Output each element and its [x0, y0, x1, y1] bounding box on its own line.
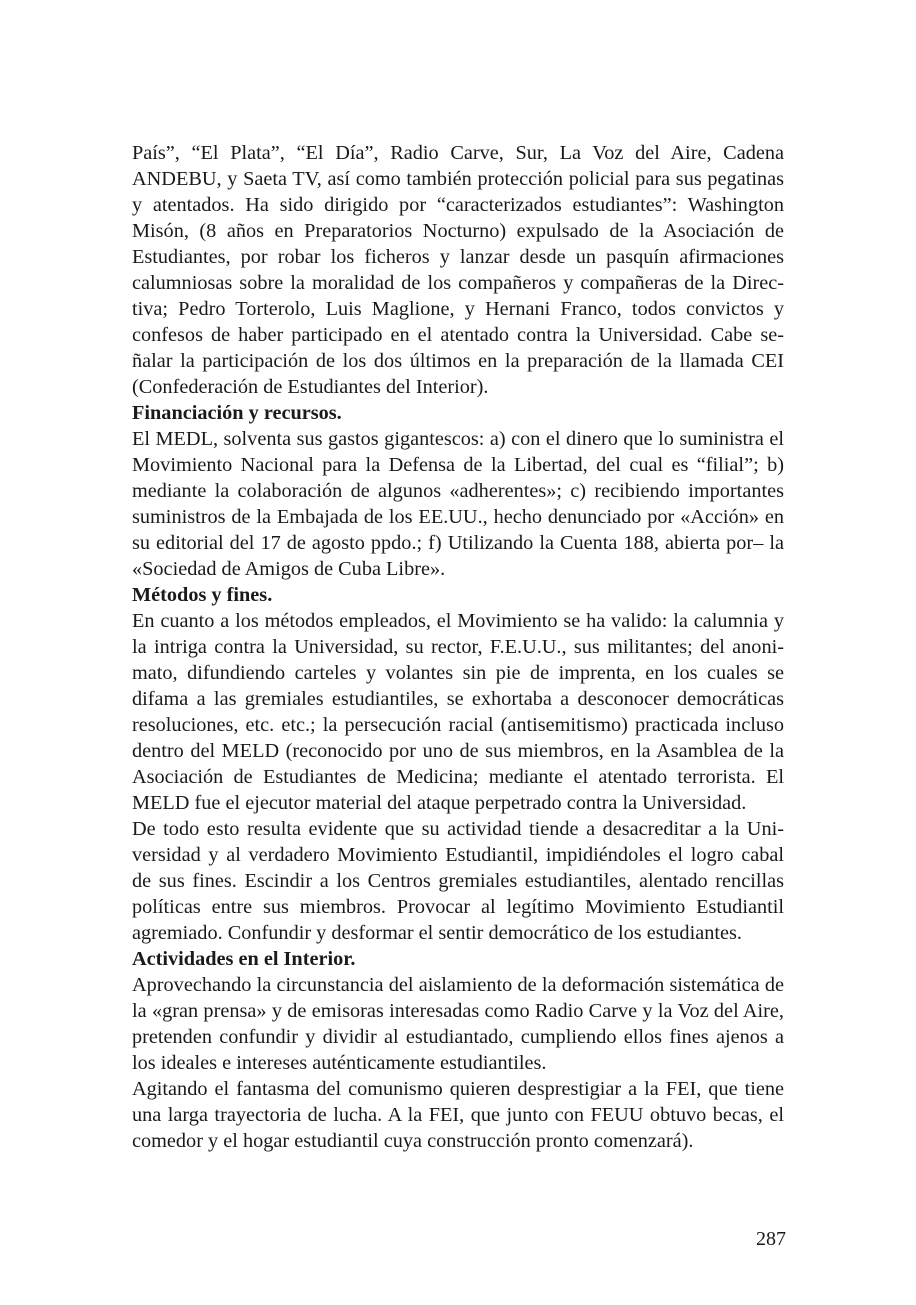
heading-actividades: Actividades en el Interior.: [132, 948, 356, 970]
paragraph-fei: Agitando el fantasma del comunismo quieren desprestigiar a la FEI, que tiene una larga trayectoria de lucha. A la FEI, que junto con FEUU obtuvo becas, el comedor y el hogar estudiantil cuya construcción pronto comenzará).: [132, 1078, 784, 1152]
paragraph-financiacion: El MEDL, solventa sus gastos gigantescos: a) con el dinero que lo suministra el Movimiento Nacional para la Defensa de la Libertad, del cual es “filial”; b) mediante la colaboración de algunos «adherentes»; c) recibiendo importantes suministros de la Embajada de los EE.UU., hecho denunciado por «Acción» en su editorial del 17 de agosto ppdo.; f) Utilizando la Cuenta 188, abierta por– la «Sociedad de Amigos de Cuba Libre».: [132, 428, 784, 580]
paragraph-medl-description: País”, “El Plata”, “El Día”, Radio Carve, Sur, La Voz del Aire, Cadena ANDEBU, y Saeta TV, así como también protección policial para sus pegatinas y atentados. Ha sido dirigido por “caracterizados estudiantes”: Washington Misón, (8 años en Preparatorios Nocturno) expulsado de la Asociación de Estudiantes, por robar los ficheros y lanzar desde un pasquín afirmaciones calumniosas sobre la moralidad de los compañeros y compañeras de la Directiva; Pedro Torterolo, Luis Maglione, y Hernani Franco, todos convictos y confesos de haber participado en el atentado contra la Universidad. Cabe señalar la participación de los dos últimos en la preparación de la llamada CEI (Confederación de Estudiantes del Interior).: [132, 142, 784, 398]
heading-metodos: Métodos y fines.: [132, 584, 273, 606]
paragraph-conclusion-metodos: De todo esto resulta evidente que su actividad tiende a desacreditar a la Universidad y al verdadero Movimiento Estudiantil, impidiéndoles el logro cabal de sus fines. Escindir a los Centros gremiales estudiantiles, alentado rencillas políticas entre sus miembros. Provocar al legítimo Movimiento Estudiantil agremiado. Confundir y desformar el sentir democrático de los estudiantes.: [132, 818, 784, 944]
heading-financiacion: Financiación y recursos.: [132, 402, 342, 424]
paragraph-metodos: En cuanto a los métodos empleados, el Movimiento se ha valido: la calumnia y la intriga contra la Universidad, su rector, F.E.U.U., sus militantes; del anonimato, difundiendo carteles y volantes sin pie de imprenta, en los cuales se difama a las gremiales estudiantiles, se exhortaba a desconocer democráticas resoluciones, etc. etc.; la persecución racial (antisemitismo) practicada incluso dentro del MELD (reconocido por uno de sus miembros, en la Asamblea de la Asociación de Estudiantes de Medicina; mediante el atentado terrorista. El MELD fue el ejecutor material del ataque perpetrado contra la Universidad.: [132, 610, 784, 814]
page-number: 287: [756, 1228, 786, 1250]
text-body: [132, 140, 784, 1154]
paragraph-actividades: Aprovechando la circunstancia del aislamiento de la deformación sistemática de la «gran prensa» y de emisoras interesadas como Radio Carve y la Voz del Aire, pretenden confundir y dividir al estudiantado, cumpliendo ellos fines ajenos a los ideales e intereses auténticamente estudiantiles.: [132, 974, 784, 1074]
